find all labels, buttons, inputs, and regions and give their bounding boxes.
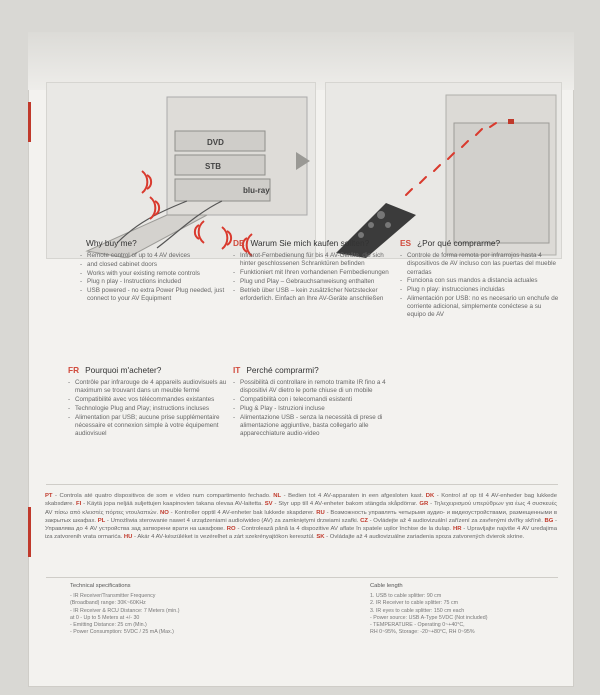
spec-line: 1. USB to cable splitter: 90 cm xyxy=(370,593,442,600)
lang-code: NO xyxy=(159,509,169,516)
section-title: Pourquoi m'acheter? xyxy=(85,365,162,375)
list-item: - and closed cabinet doors xyxy=(87,261,242,269)
spec-line: 2. IR Receiver to cable splitter: 75 cm xyxy=(370,600,459,607)
section-title: ¿Por qué comprarme? xyxy=(417,238,501,248)
divider xyxy=(46,484,558,485)
section-en-title xyxy=(80,239,242,247)
list-item: - Technologie Plug and Play; instructions incluses xyxy=(75,405,230,413)
section-fr-title xyxy=(68,366,230,374)
lang-text: Τηλεχειρισμού υπερύθρων για έως 4 συσκευές AV πίσω από κλειστές πόρτες ντουλαπιών. xyxy=(45,501,557,516)
section-it-title xyxy=(233,366,395,374)
section-title: Warum Sie mich kaufen sollten? xyxy=(250,238,370,248)
section-en xyxy=(80,239,242,304)
list-item: - Plug und Play – Gebrauchsanweisung enthalten xyxy=(240,278,395,286)
list-item: - Alimentazione USB - senza la necessità di prese di alimentazione aggiuntive, basta collegarlo alle apparecchiature audio-video xyxy=(240,414,395,439)
arrow-right-icon xyxy=(296,152,310,170)
multilingual-summary: PT - Controla até quatro dispositivos de som e vídeo num compartimento fechado. NL - Bedien tot 4 AV-apparaten in een afgesloten kast. DK - Kontrol af op til 4 AV-enheder bag lukkede skabsdøre. FI - Käytä jopa neljää suljettujen kaapinovien takana olevaa AV-laitetta. SV - Styr upp till 4 AV-enheter bakom stängda skåpdörrar. GR - Τηλεχειρισμού υπερύθρων για έως 4 συσκευές AV πίσω από κλειστές πόρτες ντουλαπιών. NO - Kontroller opptil 4 AV-enheter bak lukkede skapdører. RU - Возможность управлять четырьмя аудио- и видеоустройствами, размещенными в закрытых шкафах. PL - Umożliwia sterowanie nawet 4 urządzeniami audio/wideo (AV) za zamkniętymi drzwiami szafki. CZ - Ovládejte až 4 audiovizuální zařízení za zavřenými dvířky skříně. BG - Управлява до 4 AV устройства зад затворени врати на шкафове. RO - Controlează până la 4 dispozitive AV aflate în spatele ușilor închise de la dulap. HR - Upravljajte najviše 4 AV uređajima iza zatvorenih vrata ormarića. HU - Akár 4 AV-készüléket is vezérelhet a zárt szekrényajtókon keresztül. SK - Ovládajte až 4 audiovizuálne zariadenia spoza zatvorených dvierok skrine. xyxy=(45,493,558,541)
lang-text: Возможность управлять четырьмя аудио- и видеоустройствами, размещенными в закрытых шкафах. xyxy=(45,509,557,524)
lang-code: PT xyxy=(45,493,53,499)
closed-cabinet-drawing xyxy=(326,83,561,258)
lang-code: PL xyxy=(97,517,106,524)
spec-line: - Power source: USB A-Type 5VDC (Not included) xyxy=(370,614,488,621)
lang-text: Controlează până la 4 dispozitive AV aflate în spatele ușilor închise de la dulap. xyxy=(241,526,452,533)
lang-code: NL xyxy=(273,493,282,499)
lang-text: Akár 4 AV-készüléket is vezérelhet a zárt szekrényajtókon keresztül. xyxy=(137,534,315,541)
list-item: - Compatibilité avec vos télécommandes existantes xyxy=(75,396,230,404)
lang-code: FR xyxy=(68,365,80,375)
stb-label: STB xyxy=(205,162,221,171)
lang-code: HR xyxy=(452,526,462,533)
section-title: Perché comprarmi? xyxy=(246,365,319,375)
spec-line: - Emitting Distance: 25 cm (Min.) xyxy=(70,622,147,629)
lang-code: ES xyxy=(400,238,412,248)
list-item: - USB powered - no extra Power Plug needed, just connect to your AV Equipment xyxy=(87,287,242,303)
lang-text: Ovládejte až 4 audiovizuální zařízení za zavřenými dvířky skříně. xyxy=(373,517,543,524)
section-es xyxy=(400,239,562,320)
illustration-open-cabinet xyxy=(46,82,316,259)
spec-line: at 0 - Up to 5 Meters at +/- 30 xyxy=(70,614,140,621)
spec-line: (Broadband) range: 30K~60KHz xyxy=(70,600,146,607)
lang-text: Umożliwia sterowanie nawet 4 urządzeniami audio/wideo (AV) za zamkniętymi drzwiami szafki. xyxy=(110,517,359,524)
lang-text: Kontroller opptil 4 AV-enheter bak lukkede skapdører. xyxy=(174,509,315,516)
list-item: - Works with your existing remote controls xyxy=(87,270,242,278)
lang-text: Upravljajte najviše 4 AV uređajima iza zatvorenih vrata ormarića. xyxy=(45,526,557,541)
lang-code: RO xyxy=(226,526,236,533)
lang-text: Ovládajte až 4 audiovizuálne zariadenia spoza zatvorených dvierok skrine. xyxy=(329,534,525,541)
open-cabinet-drawing xyxy=(47,83,315,258)
accent-stripe xyxy=(28,507,31,557)
lang-text: Controla até quatro dispositivos de som e vídeo num compartimento fechado. xyxy=(59,493,271,499)
lang-text: Управлява до 4 AV устройства зад затворени врати на шкафове. xyxy=(45,526,225,533)
section-de xyxy=(233,239,395,303)
section-title: Why buy me? xyxy=(86,238,137,248)
technical-specifications xyxy=(70,583,180,636)
lang-text: Styr upp till 4 AV-enheter bakom stängda skåpdörrar. xyxy=(278,501,418,508)
lang-code: CZ xyxy=(360,517,368,524)
section-de-title xyxy=(233,239,395,247)
spec-line: - Power Consumption: 5VDC / 25 mA (Max.) xyxy=(70,629,174,636)
list-item: - Plug n play: instrucciones incluidas xyxy=(407,286,562,294)
spec-line: RH 0~95%, Storage: -20~+80°C, RH 0~95% xyxy=(370,629,475,636)
lang-code: SV xyxy=(264,501,273,508)
lang-code: DK xyxy=(425,493,435,499)
spec-line: 3. IR eyes to cable splitter: 150 cm each xyxy=(370,607,465,614)
section-fr xyxy=(68,366,230,439)
bluray-label: blu-ray xyxy=(243,186,270,195)
list-item: - Compatibilità con i telecomandi esistenti xyxy=(240,396,395,404)
lang-code: GR xyxy=(419,501,429,508)
list-item: - Betrieb über USB – kein zusätzlicher Netzstecker erforderlich. Einfach an Ihre AV-Geräte anschließen xyxy=(240,287,395,303)
list-item: - Alimentación por USB: no es necesario un enchufe de corriente adicional, simplemente conéctese a su equipo de AV xyxy=(407,295,562,320)
cable-length xyxy=(370,583,487,636)
specs-title: Technical specifications xyxy=(70,583,131,589)
lang-code: DE xyxy=(233,238,245,248)
list-item: - Plug & Play - Istruzioni incluse xyxy=(240,405,395,413)
lang-code: IT xyxy=(233,365,241,375)
list-item: - Funciona con sus mandos a distancia actuales xyxy=(407,277,562,285)
section-es-title xyxy=(400,239,562,247)
list-item: - Possibilità di controllare in remoto tramite IR fino a 4 dispositivi AV dietro le porte chiuse di un mobile xyxy=(240,379,395,395)
spec-line: - TEMPERATURE - Operating 0~+40°C, xyxy=(370,622,465,629)
lang-code: FI xyxy=(76,501,82,508)
list-item: - Plug n play - Instructions included xyxy=(87,278,242,286)
lang-text: Kontrol af op til 4 AV-enheder bag lukkede skabsdøre. xyxy=(45,493,557,508)
illustration-closed-cabinet xyxy=(325,82,562,259)
list-item: - Funktioniert mit Ihren vorhandenen Fernbedienungen xyxy=(240,269,395,277)
lang-text: Bedien tot 4 AV-apparaten in een afgesloten kast. xyxy=(288,493,424,499)
dvd-label: DVD xyxy=(207,138,224,147)
lang-code: HU xyxy=(123,534,133,541)
list-item: - Alimentation par USB; aucune prise supplémentaire nécessaire et connexion simple à votre équipement audiovisuel xyxy=(75,414,230,439)
section-it xyxy=(233,366,395,439)
lang-code: SK xyxy=(316,534,325,541)
lang-code: BG xyxy=(544,517,554,524)
divider xyxy=(46,577,558,578)
accent-stripe xyxy=(28,102,31,142)
lang-code: RU xyxy=(316,509,325,516)
lang-text: Käytä jopa neljää suljettujen kaapinovien takana olevaa AV-laitetta. xyxy=(87,501,263,508)
list-item: - Infrarot-Fernbedienung für bis 4 AV-Geräte, die sich hinter geschlossenen Schranktüren befinden xyxy=(240,252,395,268)
list-item: - Controle de forma remota por infrarrojos hasta 4 dispositivos de AV incluso con las puertas del mueble cerradas xyxy=(407,252,562,277)
spec-line: - IR Receiver/Transmitter Frequency xyxy=(70,593,156,600)
list-item: - Contrôle par infrarouge de 4 appareils audiovisuels au maximum se trouvant dans un meuble fermé xyxy=(75,379,230,395)
list-item: - Remote control of up to 4 AV devices xyxy=(87,252,242,260)
spec-line: - IR Receiver & RCU Distance: 7 Meters (min.) xyxy=(70,607,180,614)
specs-title: Cable length xyxy=(370,583,403,589)
